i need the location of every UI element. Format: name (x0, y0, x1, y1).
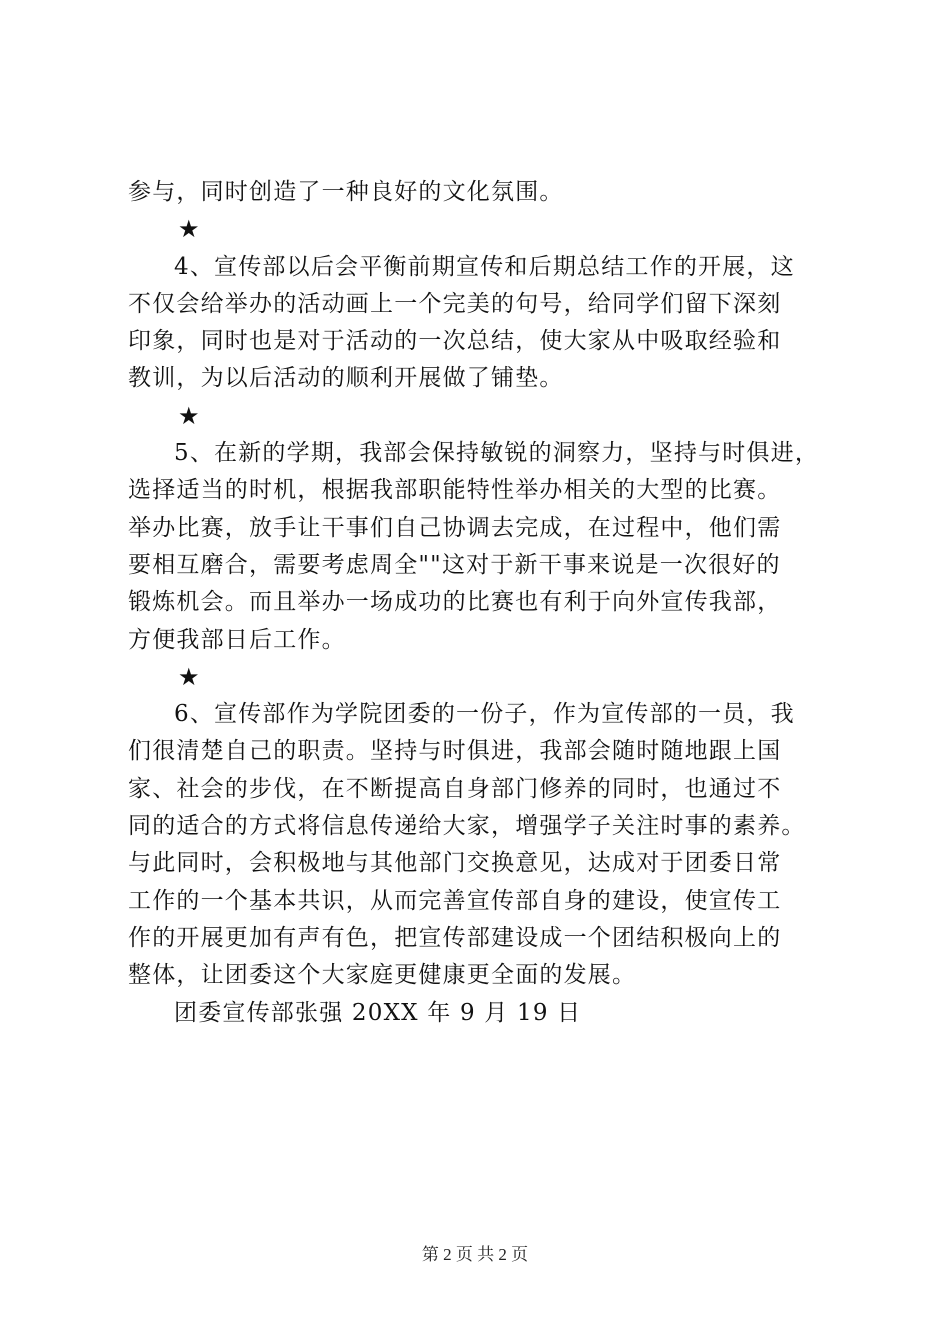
paragraph-line: 锻炼机会。而且举办一场成功的比赛也有利于向外宣传我部， (128, 589, 782, 616)
paragraph-line: 整体，让团委这个大家庭更健康更全面的发展。 (128, 962, 637, 989)
paragraph-line: 要相互磨合，需要考虑周全""这对于新干事来说是一次很好的 (128, 551, 781, 578)
paragraph-line: 同的适合的方式将信息传递给大家，增强学子关注时事的素养。 (128, 813, 806, 840)
signature-line: 团委宣传部张强 20XX 年 9 月 19 日 (174, 999, 582, 1026)
paragraph-line: 方便我部日后工作。 (128, 626, 346, 653)
paragraph-line: 选择适当的时机，根据我部职能特性举办相关的大型的比赛。 (128, 477, 782, 504)
paragraph-line: 教训，为以后活动的顺利开展做了铺垫。 (128, 365, 564, 392)
paragraph-line: 参与，同时创造了一种良好的文化氛围。 (128, 179, 564, 205)
paragraph-line: 们很清楚自己的职责。坚持与时俱进，我部会随时随地跟上国 (128, 738, 782, 765)
star-icon: ★ (178, 401, 201, 430)
paragraph-line: 家、社会的步伐，在不断提高自身部门修养的同时，也通过不 (128, 775, 782, 802)
star-icon: ★ (178, 662, 201, 691)
star-icon: ★ (178, 215, 201, 244)
paragraph-line: 5、在新的学期，我部会保持敏锐的洞察力，坚持与时俱进， (174, 440, 820, 467)
paragraph-line: 印象，同时也是对于活动的一次总结，使大家从中吸取经验和 (128, 328, 782, 355)
document-body (128, 174, 838, 1032)
page-number-footer: 第 2 页 共 2 页 (421, 1245, 529, 1264)
paragraph-line: 不仅会给举办的活动画上一个完美的句号，给同学们留下深刻 (128, 290, 782, 317)
paragraph-line: 工作的一个基本共识，从而完善宣传部自身的建设，使宣传工 (128, 887, 782, 914)
paragraph-line: 6、宣传部作为学院团委的一份子，作为宣传部的一员，我 (174, 701, 795, 728)
paragraph-line: 4、宣传部以后会平衡前期宣传和后期总结工作的开展，这 (174, 253, 795, 280)
paragraph-line: 举办比赛，放手让干事们自己协调去完成，在过程中，他们需 (128, 514, 782, 541)
paragraph-line: 作的开展更加有声有色，把宣传部建设成一个团结积极向上的 (128, 924, 782, 951)
paragraph-line: 与此同时，会积极地与其他部门交换意见，达成对于团委日常 (128, 850, 782, 877)
